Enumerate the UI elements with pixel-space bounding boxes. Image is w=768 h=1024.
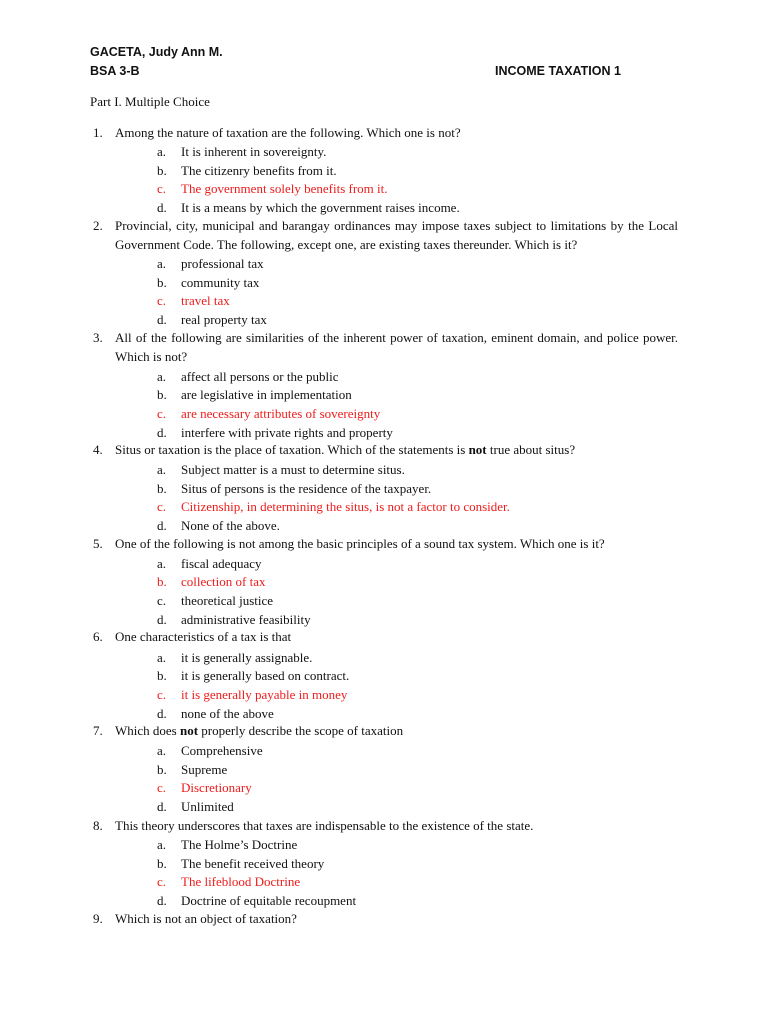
option-text: Comprehensive bbox=[181, 743, 263, 758]
option-text: None of the above. bbox=[181, 518, 280, 533]
question-8 bbox=[93, 817, 678, 836]
option-letter: c. bbox=[157, 406, 167, 421]
question-text bbox=[115, 441, 678, 460]
option-letter: d. bbox=[157, 425, 167, 440]
option-text: The citizenry benefits from it. bbox=[181, 163, 337, 178]
option-5-c bbox=[157, 592, 273, 610]
question-9 bbox=[93, 910, 678, 929]
question-text-segment: One characteristics of a tax is that bbox=[115, 629, 292, 644]
option-text: collection of tax bbox=[181, 574, 266, 589]
option-8-c-answer bbox=[157, 873, 300, 891]
question-number: 5. bbox=[93, 536, 103, 551]
question-text-segment: Situs or taxation is the place of taxation. Which of the statements is bbox=[115, 442, 469, 457]
option-letter: b. bbox=[157, 574, 167, 589]
option-2-b bbox=[157, 274, 259, 292]
question-number: 8. bbox=[93, 818, 103, 833]
question-text-segment: Provincial, city, municipal and barangay ordinances may impose taxes subject to limitations by the Local Government Code. The following, except one, are existing taxes thereunder. Which is it? bbox=[115, 218, 678, 252]
option-text: Discretionary bbox=[181, 780, 252, 795]
option-text: are necessary attributes of sovereignty bbox=[181, 406, 381, 421]
option-letter: c. bbox=[157, 874, 167, 889]
option-text: The benefit received theory bbox=[181, 856, 325, 871]
option-text: professional tax bbox=[181, 256, 264, 271]
question-text-segment: Which does bbox=[115, 723, 180, 738]
option-6-d bbox=[157, 705, 274, 723]
option-letter: a. bbox=[157, 556, 167, 571]
option-text: travel tax bbox=[181, 293, 230, 308]
option-letter: a. bbox=[157, 837, 167, 852]
question-5 bbox=[93, 535, 678, 554]
option-letter: b. bbox=[157, 163, 167, 178]
question-number: 7. bbox=[93, 723, 103, 738]
option-text: it is generally assignable. bbox=[181, 650, 313, 665]
question-7 bbox=[93, 722, 678, 741]
option-letter: b. bbox=[157, 387, 167, 402]
option-5-b-answer bbox=[157, 573, 265, 591]
option-2-d bbox=[157, 311, 267, 329]
option-1-d bbox=[157, 199, 460, 217]
option-4-d bbox=[157, 517, 280, 535]
option-text: Citizenship, in determining the situs, is not a factor to consider. bbox=[181, 499, 510, 514]
option-4-c-answer bbox=[157, 498, 510, 516]
question-text-segment: true about situs? bbox=[486, 442, 576, 457]
question-number: 1. bbox=[93, 125, 103, 140]
option-1-a bbox=[157, 143, 326, 161]
option-3-b bbox=[157, 386, 352, 404]
question-text-segment: Which is not an object of taxation? bbox=[115, 911, 297, 926]
option-text: It is inherent in sovereignty. bbox=[181, 144, 327, 159]
option-7-b bbox=[157, 761, 227, 779]
question-2 bbox=[93, 217, 678, 254]
option-letter: b. bbox=[157, 275, 167, 290]
question-1 bbox=[93, 124, 678, 143]
question-text-segment: properly describe the scope of taxation bbox=[198, 723, 404, 738]
option-letter: a. bbox=[157, 650, 167, 665]
option-8-b bbox=[157, 855, 324, 873]
question-text bbox=[115, 817, 678, 836]
option-text: Doctrine of equitable recoupment bbox=[181, 893, 357, 908]
option-6-c-answer bbox=[157, 686, 347, 704]
question-number: 2. bbox=[93, 218, 103, 233]
option-text: administrative feasibility bbox=[181, 612, 311, 627]
option-4-a bbox=[157, 461, 405, 479]
question-number: 4. bbox=[93, 442, 103, 457]
option-6-b bbox=[157, 667, 349, 685]
option-8-a bbox=[157, 836, 297, 854]
question-text bbox=[115, 910, 678, 929]
option-2-c-answer bbox=[157, 292, 230, 310]
option-1-c-answer bbox=[157, 180, 388, 198]
question-text bbox=[115, 535, 678, 554]
option-3-a bbox=[157, 368, 339, 386]
question-6 bbox=[93, 628, 678, 647]
option-letter: c. bbox=[157, 593, 167, 608]
option-letter: d. bbox=[157, 706, 167, 721]
option-5-d bbox=[157, 611, 311, 629]
option-letter: d. bbox=[157, 200, 167, 215]
question-text-segment: One of the following is not among the basic principles of a sound tax system. Which one is it? bbox=[115, 536, 605, 551]
option-letter: c. bbox=[157, 181, 167, 196]
option-letter: a. bbox=[157, 256, 167, 271]
option-2-a bbox=[157, 255, 264, 273]
question-number: 6. bbox=[93, 629, 103, 644]
emphasis-text: not bbox=[468, 442, 487, 457]
question-text-segment: This theory underscores that taxes are indispensable to the existence of the state. bbox=[115, 818, 534, 833]
question-text bbox=[115, 329, 678, 366]
option-text: fiscal adequacy bbox=[181, 556, 262, 571]
question-number: 3. bbox=[93, 330, 103, 345]
option-letter: d. bbox=[157, 893, 167, 908]
option-text: Supreme bbox=[181, 762, 228, 777]
question-number: 9. bbox=[93, 911, 103, 926]
option-text: Unlimited bbox=[181, 799, 234, 814]
question-text bbox=[115, 217, 678, 254]
option-3-d bbox=[157, 424, 393, 442]
option-6-a bbox=[157, 649, 312, 667]
option-8-d bbox=[157, 892, 356, 910]
option-letter: b. bbox=[157, 668, 167, 683]
option-text: community tax bbox=[181, 275, 260, 290]
option-text: it is generally based on contract. bbox=[181, 668, 350, 683]
option-text: Subject matter is a must to determine situs. bbox=[181, 462, 405, 477]
option-letter: a. bbox=[157, 144, 167, 159]
question-text-segment: All of the following are similarities of the inherent power of taxation, eminent domain, and police power. Which is not? bbox=[115, 330, 678, 364]
option-text: It is a means by which the government raises income. bbox=[181, 200, 460, 215]
option-text: The Holme’s Doctrine bbox=[181, 837, 298, 852]
student-section: BSA 3-B bbox=[90, 64, 140, 78]
subject-title: INCOME TAXATION 1 bbox=[495, 64, 621, 78]
option-letter: c. bbox=[157, 293, 167, 308]
option-4-b bbox=[157, 480, 431, 498]
option-text: interfere with private rights and property bbox=[181, 425, 393, 440]
option-letter: a. bbox=[157, 743, 167, 758]
question-text-segment: Among the nature of taxation are the following. Which one is not? bbox=[115, 125, 461, 140]
option-5-a bbox=[157, 555, 261, 573]
option-text: Situs of persons is the residence of the taxpayer. bbox=[181, 481, 432, 496]
option-letter: b. bbox=[157, 481, 167, 496]
emphasis-text: not bbox=[179, 723, 199, 738]
question-3 bbox=[93, 329, 678, 366]
option-letter: d. bbox=[157, 312, 167, 327]
option-letter: c. bbox=[157, 780, 167, 795]
option-text: The government solely benefits from it. bbox=[181, 181, 388, 196]
option-letter: d. bbox=[157, 518, 167, 533]
question-4 bbox=[93, 441, 678, 460]
option-letter: a. bbox=[157, 369, 167, 384]
option-7-a bbox=[157, 742, 263, 760]
option-letter: c. bbox=[157, 687, 167, 702]
option-letter: b. bbox=[157, 762, 167, 777]
student-name: GACETA, Judy Ann M. bbox=[90, 45, 223, 59]
option-text: are legislative in implementation bbox=[181, 387, 352, 402]
option-text: theoretical justice bbox=[181, 593, 274, 608]
option-text: affect all persons or the public bbox=[181, 369, 339, 384]
part-title: Part I. Multiple Choice bbox=[90, 94, 210, 109]
option-7-c-answer bbox=[157, 779, 252, 797]
option-1-b bbox=[157, 162, 337, 180]
question-text bbox=[115, 628, 678, 647]
option-text: real property tax bbox=[181, 312, 267, 327]
option-letter: d. bbox=[157, 612, 167, 627]
option-letter: c. bbox=[157, 499, 167, 514]
option-letter: a. bbox=[157, 462, 167, 477]
option-text: The lifeblood Doctrine bbox=[181, 874, 301, 889]
option-letter: b. bbox=[157, 856, 167, 871]
option-text: it is generally payable in money bbox=[181, 687, 348, 702]
option-letter: d. bbox=[157, 799, 167, 814]
option-7-d bbox=[157, 798, 234, 816]
option-text: none of the above bbox=[181, 706, 274, 721]
option-3-c-answer bbox=[157, 405, 380, 423]
question-text bbox=[115, 722, 678, 741]
question-text bbox=[115, 124, 678, 143]
